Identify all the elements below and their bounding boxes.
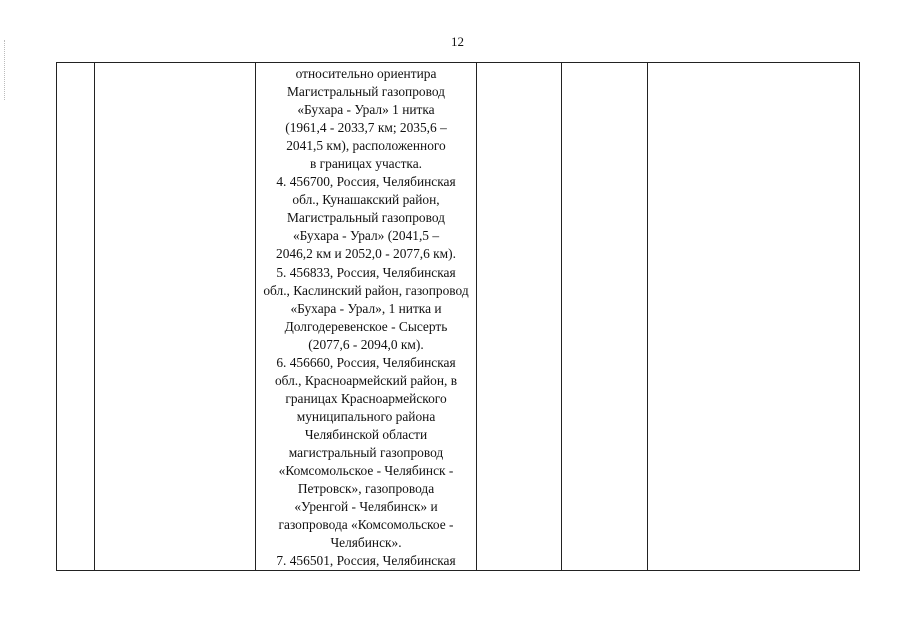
address-line: газопровода «Комсомольское - bbox=[278, 517, 454, 533]
address-line: муниципального района bbox=[296, 408, 436, 424]
address-line: Челябинск». bbox=[330, 535, 402, 551]
table-cell-5 bbox=[562, 63, 648, 571]
address-line: магистральный газопровод bbox=[288, 444, 444, 460]
address-line: 2041,5 км), расположенного bbox=[286, 138, 446, 154]
address-line: 2046,2 км и 2052,0 - 2077,6 км). bbox=[276, 246, 456, 262]
address-line: обл., Красноармейский район, в bbox=[274, 372, 458, 388]
page-number: 12 bbox=[451, 34, 464, 49]
table-cell-4 bbox=[477, 63, 562, 571]
address-line: 6. 456660, Россия, Челябинская bbox=[276, 354, 456, 370]
table-cell-6 bbox=[648, 63, 860, 571]
address-line: 7. 456501, Россия, Челябинская bbox=[276, 553, 456, 569]
table-cell-1 bbox=[57, 63, 95, 571]
address-line: «Бухара - Урал» (2041,5 – bbox=[292, 228, 440, 244]
address-line: (1961,4 - 2033,7 км; 2035,6 – bbox=[285, 120, 447, 136]
document-table bbox=[56, 62, 860, 571]
address-line: «Бухара - Урал» 1 нитка bbox=[297, 102, 435, 118]
table-row bbox=[57, 63, 860, 571]
address-line: Долгодеревенское - Сысерть bbox=[284, 318, 448, 334]
address-line: обл., Кунашакский район, bbox=[292, 192, 440, 208]
address-line: Челябинской области bbox=[304, 426, 428, 442]
address-line: Магистральный газопровод bbox=[287, 84, 445, 100]
table-cell-address bbox=[256, 63, 477, 571]
address-text bbox=[256, 63, 476, 570]
address-line: в границах участка. bbox=[309, 156, 423, 172]
address-line: Петровск», газопровода bbox=[297, 481, 435, 497]
address-line: Магистральный газопровод bbox=[287, 210, 445, 226]
address-line: «Уренгой - Челябинск» и bbox=[294, 499, 438, 515]
address-line: относительно ориентира bbox=[295, 66, 437, 81]
address-line: «Бухара - Урал», 1 нитка и bbox=[290, 300, 442, 316]
address-line: 4. 456700, Россия, Челябинская bbox=[276, 174, 456, 190]
address-line: «Комсомольское - Челябинск - bbox=[278, 463, 454, 479]
table-cell-2 bbox=[95, 63, 256, 571]
address-line: обл., Каслинский район, газопровод bbox=[263, 282, 469, 298]
address-line: (2077,6 - 2094,0 км). bbox=[308, 336, 424, 352]
address-line: границах Красноармейского bbox=[285, 390, 447, 406]
address-line: 5. 456833, Россия, Челябинская bbox=[276, 264, 456, 280]
